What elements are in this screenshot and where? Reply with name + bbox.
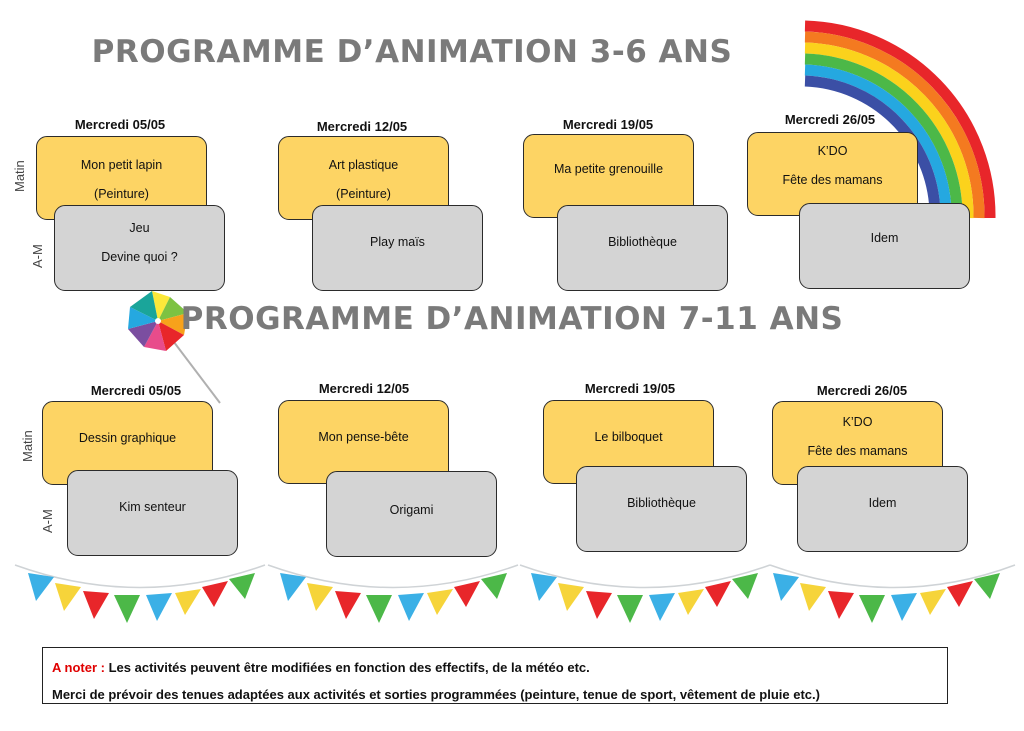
notes-text-1: Les activités peuvent être modifiées en fonction des effectifs, de la météo etc. <box>108 660 590 675</box>
activity-line: Dessin graphique <box>78 431 177 445</box>
activity-line: Devine quoi ? <box>101 250 178 264</box>
activity-line: Fête des mamans <box>807 444 908 458</box>
activity-line: Mon petit lapin <box>80 158 163 172</box>
activity-line: Bibliothèque <box>608 235 677 249</box>
activity-line: (Peinture) <box>94 187 149 201</box>
activity-line: Fête des mamans <box>782 173 883 187</box>
activity-line: Bibliothèque <box>627 496 696 510</box>
activity-line: Play maïs <box>370 235 425 249</box>
activity-line: K’DO <box>842 415 873 429</box>
day-date: Mercredi 12/05 <box>316 119 408 134</box>
day-date: Mercredi 26/05 <box>784 112 876 127</box>
section1-afternoon-label: A-M <box>30 244 45 268</box>
day-date: Mercredi 05/05 <box>90 383 182 398</box>
day-date: Mercredi 05/05 <box>74 117 166 132</box>
section1-morning-label: Matin <box>12 160 27 192</box>
section2-afternoon-label: A-M <box>40 509 55 533</box>
activity-line: Le bilboquet <box>594 430 663 444</box>
afternoon-activity-card <box>799 203 970 289</box>
day-date: Mercredi 19/05 <box>562 117 654 132</box>
afternoon-activity-card <box>326 471 497 557</box>
afternoon-activity-card <box>557 205 728 291</box>
afternoon-activity-card <box>312 205 483 291</box>
activity-line: K’DO <box>817 144 848 158</box>
bunting-icon <box>0 555 1024 645</box>
activity-line: Origami <box>389 503 434 517</box>
afternoon-activity-card <box>67 470 238 556</box>
activity-line: Jeu <box>129 221 150 235</box>
activity-line: Idem <box>868 496 897 510</box>
afternoon-activity-card <box>54 205 225 291</box>
activity-line: Idem <box>870 231 899 245</box>
day-date: Mercredi 12/05 <box>318 381 410 396</box>
section2-title: PROGRAMME D’ANIMATION 7-11 ANS <box>180 301 844 337</box>
activity-line: Mon pense-bête <box>318 430 409 444</box>
afternoon-activity-card <box>576 466 747 552</box>
section2-morning-label: Matin <box>20 430 35 462</box>
notes-line-1 <box>52 654 947 681</box>
activity-line: Art plastique <box>328 158 399 172</box>
day-date: Mercredi 26/05 <box>816 383 908 398</box>
activity-line: Ma petite grenouille <box>553 162 664 176</box>
activity-line: Kim senteur <box>119 500 186 514</box>
section1-title: PROGRAMME D’ANIMATION 3-6 ANS <box>91 34 733 70</box>
notes-box <box>42 647 948 704</box>
afternoon-activity-card <box>797 466 968 552</box>
notes-line-2: Merci de prévoir des tenues adaptées aux activités et sorties programmées (peinture, tenue de sport, vêtement de pluie etc.) <box>52 687 820 702</box>
activity-line: (Peinture) <box>336 187 391 201</box>
notes-label: A noter : <box>52 660 105 675</box>
day-date: Mercredi 19/05 <box>584 381 676 396</box>
